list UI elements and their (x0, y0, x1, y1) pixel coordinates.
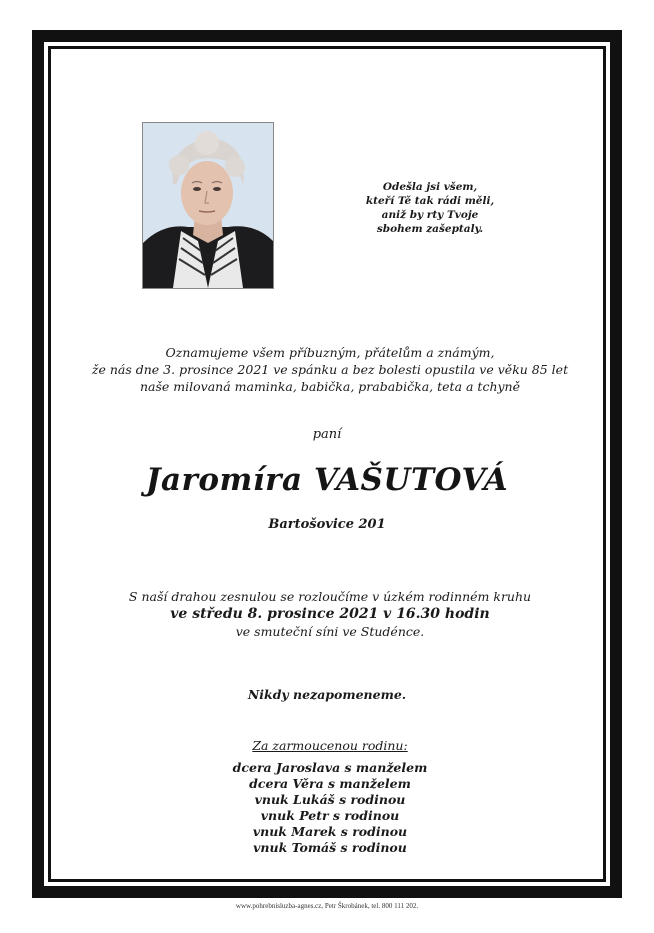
family-member: dcera Jaroslava s manželem (232, 760, 428, 775)
poem-line: aniž by rty Tvoje (381, 209, 479, 221)
family-member: vnuk Marek s rodinou (252, 824, 408, 839)
family-member: dcera Věra s manželem (249, 776, 411, 791)
poem-line: Odešla jsi všem, (382, 181, 478, 193)
portrait-illustration (143, 123, 273, 288)
family-header: Za zarmoucenou rodinu: (252, 738, 408, 753)
announcement-text (90, 344, 570, 395)
closing-phrase: Nikdy nezapomeneme. (247, 687, 407, 702)
family-member: vnuk Tomáš s rodinou (253, 840, 407, 855)
poem-line: sbohem zašeptaly. (376, 223, 484, 235)
family-member: vnuk Petr s rodinou (260, 808, 400, 823)
family-list (140, 760, 520, 856)
announcement-line: že nás dne 3. prosince 2021 ve spánku a bez bolesti opustila ve věku 85 let (91, 362, 569, 377)
deceased-name: Jaromíra VAŠUTOVÁ (145, 462, 509, 498)
funeral-service-footer: www.pohrebnisluzba-agnes.cz, Petr Škrobánek, tel. 800 111 202. (235, 902, 419, 910)
family-member: vnuk Lukáš s rodinou (254, 792, 406, 807)
funeral-intro: S naší drahou zesnulou se rozloučíme v úzkém rodinném kruhu (128, 589, 532, 604)
announcement-line: naše milovaná maminka, babička, prababička, teta a tchyně (140, 379, 520, 394)
funeral-details (90, 588, 570, 640)
deceased-title: paní (312, 427, 342, 442)
funeral-place: ve smuteční síni ve Studénce. (235, 624, 425, 639)
family-section (140, 738, 520, 856)
portrait-photo (142, 122, 274, 289)
poem-line: kteří Tě tak rádi měli, (365, 195, 495, 207)
announcement-line: Oznamujeme všem příbuzným, přátelům a známým, (165, 345, 495, 360)
deceased-address: Bartošovice 201 (268, 517, 386, 532)
funeral-date: ve středu 8. prosince 2021 v 16.30 hodin (170, 606, 490, 622)
farewell-poem (340, 180, 520, 236)
